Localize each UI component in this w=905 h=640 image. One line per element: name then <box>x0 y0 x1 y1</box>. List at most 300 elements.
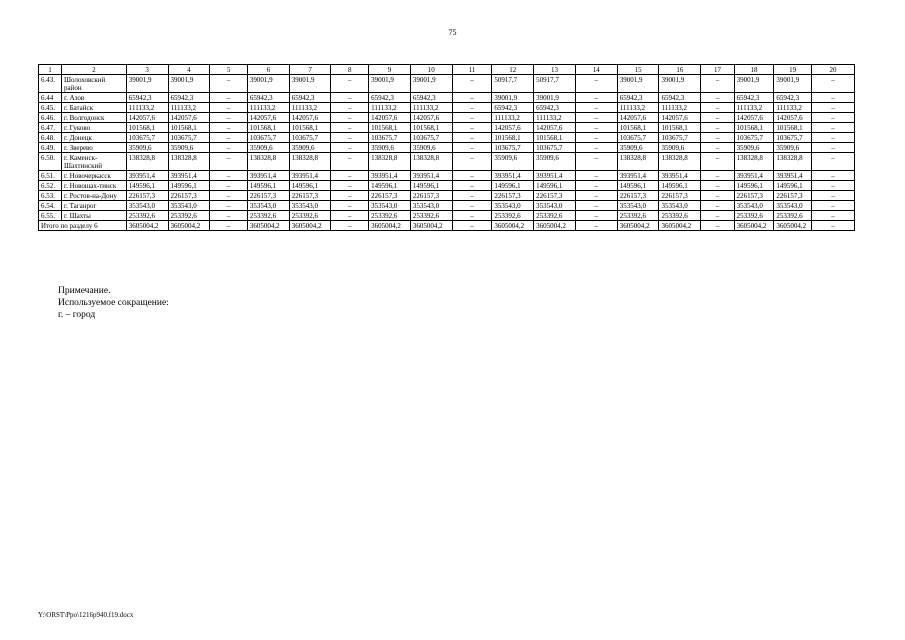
value-cell: 353543,0 <box>659 201 701 211</box>
dash-cell: – <box>331 201 369 211</box>
value-cell: 393951,4 <box>369 171 411 181</box>
value-cell: 103675,7 <box>492 143 534 153</box>
value-cell: 226157,3 <box>774 191 812 201</box>
dash-cell: – <box>811 143 854 153</box>
notes-title: Примечание. <box>58 286 111 296</box>
value-cell: 393951,4 <box>126 171 168 181</box>
value-cell: 142057,6 <box>289 113 331 123</box>
header-cell: 14 <box>575 65 617 75</box>
value-cell: 65942,3 <box>617 93 659 103</box>
dash-cell: – <box>331 113 369 123</box>
value-cell: 138328,8 <box>659 153 701 171</box>
value-cell: 393951,4 <box>617 171 659 181</box>
value-cell: 393951,4 <box>659 171 701 181</box>
page-number: 75 <box>448 28 457 37</box>
city-name-cell: г. Волгодонск <box>61 113 126 123</box>
value-cell: 226157,3 <box>289 191 331 201</box>
value-cell: 253392,6 <box>617 211 659 221</box>
city-name-cell: г. Азов <box>61 93 126 103</box>
value-cell: 111133,2 <box>168 103 210 113</box>
value-cell: 65942,3 <box>534 103 576 113</box>
value-cell: 101568,1 <box>659 123 701 133</box>
header-cell: 2 <box>61 65 126 75</box>
value-cell: 149596,1 <box>534 181 576 191</box>
dash-cell: – <box>210 171 248 181</box>
value-cell: 50917,7 <box>534 75 576 93</box>
value-cell: 253392,6 <box>369 211 411 221</box>
value-cell: 393951,4 <box>534 171 576 181</box>
dash-cell: – <box>811 171 854 181</box>
value-cell: 353543,0 <box>410 201 452 211</box>
value-cell: 39001,9 <box>126 75 168 93</box>
value-cell: 142057,6 <box>369 113 411 123</box>
dash-cell: – <box>210 133 248 143</box>
value-cell: 253392,6 <box>492 211 534 221</box>
dash-cell: – <box>701 191 734 201</box>
value-cell: 101568,1 <box>289 123 331 133</box>
footer-file-path: Y:\ORST\Ppo\1216p940.f19.docx <box>38 611 134 619</box>
value-cell: 101568,1 <box>247 123 289 133</box>
value-cell: 65942,3 <box>492 103 534 113</box>
value-cell: 3605004,2 <box>734 221 774 231</box>
value-cell: 149596,1 <box>410 181 452 191</box>
dash-cell: – <box>575 93 617 103</box>
header-cell: 11 <box>452 65 492 75</box>
dash-cell: – <box>452 133 492 143</box>
value-cell: 142057,6 <box>410 113 452 123</box>
dash-cell: – <box>575 201 617 211</box>
dash-cell: – <box>811 93 854 103</box>
value-cell: 35909,6 <box>168 143 210 153</box>
table-row <box>39 201 855 211</box>
city-name-cell: г. Новошах-тинск <box>61 181 126 191</box>
table-row <box>39 123 855 133</box>
header-cell: 1 <box>39 65 62 75</box>
value-cell: 226157,3 <box>247 191 289 201</box>
value-cell: 39001,9 <box>617 75 659 93</box>
value-cell: 226157,3 <box>734 191 774 201</box>
dash-cell: – <box>452 103 492 113</box>
value-cell: 226157,3 <box>168 191 210 201</box>
value-cell: 149596,1 <box>247 181 289 191</box>
value-cell: 39001,9 <box>410 75 452 93</box>
header-cell: 12 <box>492 65 534 75</box>
city-name-cell: г. Новочеркасск <box>61 171 126 181</box>
table-row <box>39 181 855 191</box>
value-cell: 353543,0 <box>617 201 659 211</box>
dash-cell: – <box>701 211 734 221</box>
dash-cell: – <box>575 75 617 93</box>
city-name-cell: г. Таганрог <box>61 201 126 211</box>
value-cell: 35909,6 <box>369 143 411 153</box>
value-cell: 111133,2 <box>534 113 576 123</box>
value-cell: 3605004,2 <box>534 221 576 231</box>
header-cell: 15 <box>617 65 659 75</box>
value-cell: 65942,3 <box>774 93 812 103</box>
value-cell: 35909,6 <box>534 153 576 171</box>
dash-cell: – <box>210 143 248 153</box>
dash-cell: – <box>575 153 617 171</box>
value-cell: 138328,8 <box>617 153 659 171</box>
notes-block <box>58 285 169 321</box>
value-cell: 149596,1 <box>659 181 701 191</box>
dash-cell: – <box>811 201 854 211</box>
header-cell: 17 <box>701 65 734 75</box>
value-cell: 138328,8 <box>369 153 411 171</box>
value-cell: 149596,1 <box>168 181 210 191</box>
value-cell: 3605004,2 <box>659 221 701 231</box>
value-cell: 39001,9 <box>659 75 701 93</box>
value-cell: 353543,0 <box>534 201 576 211</box>
value-cell: 353543,0 <box>734 201 774 211</box>
value-cell: 111133,2 <box>247 103 289 113</box>
value-cell: 393951,4 <box>289 171 331 181</box>
dash-cell: – <box>210 191 248 201</box>
value-cell: 3605004,2 <box>247 221 289 231</box>
header-cell: 3 <box>126 65 168 75</box>
city-name-cell: Шолоховский район <box>61 75 126 93</box>
table-row <box>39 133 855 143</box>
dash-cell: – <box>452 211 492 221</box>
dash-cell: – <box>575 113 617 123</box>
table-row <box>39 113 855 123</box>
table-row <box>39 93 855 103</box>
dash-cell: – <box>331 75 369 93</box>
dash-cell: – <box>701 153 734 171</box>
row-number-cell: 6.45. <box>39 103 62 113</box>
dash-cell: – <box>331 103 369 113</box>
dash-cell: – <box>331 143 369 153</box>
value-cell: 226157,3 <box>659 191 701 201</box>
dash-cell: – <box>452 75 492 93</box>
city-name-cell: г. Гуково <box>61 123 126 133</box>
table-row <box>39 211 855 221</box>
value-cell: 65942,3 <box>247 93 289 103</box>
value-cell: 111133,2 <box>126 103 168 113</box>
value-cell: 353543,0 <box>289 201 331 211</box>
value-cell: 253392,6 <box>734 211 774 221</box>
data-table <box>38 64 855 231</box>
value-cell: 39001,9 <box>289 75 331 93</box>
value-cell: 393951,4 <box>734 171 774 181</box>
value-cell: 138328,8 <box>126 153 168 171</box>
dash-cell: – <box>701 143 734 153</box>
dash-cell: – <box>575 123 617 133</box>
dash-cell: – <box>452 191 492 201</box>
dash-cell: – <box>331 133 369 143</box>
value-cell: 39001,9 <box>168 75 210 93</box>
table-row <box>39 75 855 93</box>
row-number-cell: 6.43. <box>39 75 62 93</box>
dash-cell: – <box>575 221 617 231</box>
value-cell: 253392,6 <box>774 211 812 221</box>
row-number-cell: 6.46. <box>39 113 62 123</box>
value-cell: 149596,1 <box>617 181 659 191</box>
value-cell: 393951,4 <box>492 171 534 181</box>
value-cell: 226157,3 <box>369 191 411 201</box>
value-cell: 101568,1 <box>369 123 411 133</box>
dash-cell: – <box>210 93 248 103</box>
header-cell: 13 <box>534 65 576 75</box>
value-cell: 103675,7 <box>168 133 210 143</box>
value-cell: 142057,6 <box>126 113 168 123</box>
city-name-cell: г. Шахты <box>61 211 126 221</box>
dash-cell: – <box>210 123 248 133</box>
value-cell: 3605004,2 <box>774 221 812 231</box>
value-cell: 103675,7 <box>617 133 659 143</box>
row-number-cell: 6.47. <box>39 123 62 133</box>
header-cell: 6 <box>247 65 289 75</box>
notes-subtitle: Используемое сокращение: <box>58 298 169 308</box>
value-cell: 103675,7 <box>659 133 701 143</box>
dash-cell: – <box>811 153 854 171</box>
dash-cell: – <box>811 211 854 221</box>
row-number-cell: 6.49. <box>39 143 62 153</box>
header-cell: 4 <box>168 65 210 75</box>
value-cell: 138328,8 <box>410 153 452 171</box>
value-cell: 142057,6 <box>617 113 659 123</box>
table-row <box>39 171 855 181</box>
dash-cell: – <box>701 103 734 113</box>
value-cell: 111133,2 <box>492 113 534 123</box>
value-cell: 149596,1 <box>126 181 168 191</box>
dash-cell: – <box>452 201 492 211</box>
header-cell: 19 <box>774 65 812 75</box>
city-name-cell: г. Донецк <box>61 133 126 143</box>
value-cell: 101568,1 <box>168 123 210 133</box>
dash-cell: – <box>452 93 492 103</box>
dash-cell: – <box>575 103 617 113</box>
row-number-cell: 6.53. <box>39 191 62 201</box>
value-cell: 111133,2 <box>289 103 331 113</box>
header-cell: 18 <box>734 65 774 75</box>
row-number-cell: 6.52. <box>39 181 62 191</box>
value-cell: 226157,3 <box>617 191 659 201</box>
dash-cell: – <box>210 103 248 113</box>
dash-cell: – <box>575 133 617 143</box>
notes-abbreviation: г. – город <box>58 310 96 320</box>
value-cell: 35909,6 <box>410 143 452 153</box>
dash-cell: – <box>210 75 248 93</box>
table-header-row <box>39 65 855 75</box>
table-row <box>39 221 855 231</box>
row-number-cell: 6.50. <box>39 153 62 171</box>
value-cell: 226157,3 <box>492 191 534 201</box>
dash-cell: – <box>210 221 248 231</box>
dash-cell: – <box>811 191 854 201</box>
value-cell: 101568,1 <box>774 123 812 133</box>
dash-cell: – <box>701 221 734 231</box>
city-name-cell: г. Зверево <box>61 143 126 153</box>
value-cell: 3605004,2 <box>126 221 168 231</box>
dash-cell: – <box>452 113 492 123</box>
value-cell: 393951,4 <box>247 171 289 181</box>
dash-cell: – <box>331 221 369 231</box>
value-cell: 138328,8 <box>168 153 210 171</box>
value-cell: 103675,7 <box>410 133 452 143</box>
dash-cell: – <box>331 153 369 171</box>
value-cell: 35909,6 <box>289 143 331 153</box>
value-cell: 353543,0 <box>369 201 411 211</box>
value-cell: 103675,7 <box>289 133 331 143</box>
value-cell: 393951,4 <box>774 171 812 181</box>
dash-cell: – <box>210 211 248 221</box>
table-row <box>39 153 855 171</box>
value-cell: 142057,6 <box>534 123 576 133</box>
value-cell: 353543,0 <box>247 201 289 211</box>
city-name-cell: г. Батайск <box>61 103 126 113</box>
value-cell: 101568,1 <box>534 133 576 143</box>
value-cell: 253392,6 <box>659 211 701 221</box>
value-cell: 149596,1 <box>289 181 331 191</box>
dash-cell: – <box>701 93 734 103</box>
header-cell: 20 <box>811 65 854 75</box>
value-cell: 111133,2 <box>734 103 774 113</box>
value-cell: 142057,6 <box>734 113 774 123</box>
value-cell: 65942,3 <box>734 93 774 103</box>
value-cell: 149596,1 <box>774 181 812 191</box>
value-cell: 35909,6 <box>126 143 168 153</box>
value-cell: 35909,6 <box>617 143 659 153</box>
value-cell: 253392,6 <box>168 211 210 221</box>
header-cell: 16 <box>659 65 701 75</box>
dash-cell: – <box>811 75 854 93</box>
header-cell: 8 <box>331 65 369 75</box>
dash-cell: – <box>701 123 734 133</box>
value-cell: 3605004,2 <box>369 221 411 231</box>
value-cell: 65942,3 <box>168 93 210 103</box>
dash-cell: – <box>210 153 248 171</box>
value-cell: 39001,9 <box>734 75 774 93</box>
value-cell: 65942,3 <box>369 93 411 103</box>
dash-cell: – <box>331 191 369 201</box>
value-cell: 39001,9 <box>369 75 411 93</box>
dash-cell: – <box>811 181 854 191</box>
value-cell: 103675,7 <box>534 143 576 153</box>
value-cell: 35909,6 <box>734 143 774 153</box>
dash-cell: – <box>575 191 617 201</box>
city-name-cell: г. Ростов-на-Дону <box>61 191 126 201</box>
dash-cell: – <box>331 93 369 103</box>
row-number-cell: 6.55. <box>39 211 62 221</box>
city-name-cell: г. Каменск-Шахтинский <box>61 153 126 171</box>
value-cell: 3605004,2 <box>492 221 534 231</box>
dash-cell: – <box>701 133 734 143</box>
value-cell: 101568,1 <box>617 123 659 133</box>
value-cell: 3605004,2 <box>289 221 331 231</box>
dash-cell: – <box>701 201 734 211</box>
total-label-cell: Итого по разделу 6 <box>39 221 127 231</box>
value-cell: 111133,2 <box>410 103 452 113</box>
header-cell: 10 <box>410 65 452 75</box>
value-cell: 111133,2 <box>659 103 701 113</box>
value-cell: 149596,1 <box>734 181 774 191</box>
value-cell: 50917,7 <box>492 75 534 93</box>
value-cell: 142057,6 <box>492 123 534 133</box>
dash-cell: – <box>575 181 617 191</box>
dash-cell: – <box>331 171 369 181</box>
value-cell: 253392,6 <box>534 211 576 221</box>
dash-cell: – <box>575 171 617 181</box>
value-cell: 3605004,2 <box>168 221 210 231</box>
row-number-cell: 6.51. <box>39 171 62 181</box>
value-cell: 65942,3 <box>410 93 452 103</box>
dash-cell: – <box>701 171 734 181</box>
value-cell: 35909,6 <box>659 143 701 153</box>
value-cell: 253392,6 <box>126 211 168 221</box>
value-cell: 353543,0 <box>774 201 812 211</box>
value-cell: 101568,1 <box>410 123 452 133</box>
value-cell: 353543,0 <box>492 201 534 211</box>
dash-cell: – <box>452 153 492 171</box>
value-cell: 138328,8 <box>289 153 331 171</box>
header-cell: 5 <box>210 65 248 75</box>
table-row <box>39 191 855 201</box>
row-number-cell: 6.54. <box>39 201 62 211</box>
dash-cell: – <box>331 123 369 133</box>
value-cell: 253392,6 <box>247 211 289 221</box>
value-cell: 101568,1 <box>492 133 534 143</box>
value-cell: 393951,4 <box>168 171 210 181</box>
dash-cell: – <box>452 123 492 133</box>
header-cell: 7 <box>289 65 331 75</box>
value-cell: 65942,3 <box>126 93 168 103</box>
value-cell: 103675,7 <box>247 133 289 143</box>
value-cell: 3605004,2 <box>617 221 659 231</box>
dash-cell: – <box>331 181 369 191</box>
dash-cell: – <box>210 181 248 191</box>
value-cell: 35909,6 <box>247 143 289 153</box>
value-cell: 253392,6 <box>289 211 331 221</box>
dash-cell: – <box>452 171 492 181</box>
dash-cell: – <box>811 221 854 231</box>
dash-cell: – <box>811 133 854 143</box>
value-cell: 111133,2 <box>617 103 659 113</box>
value-cell: 138328,8 <box>247 153 289 171</box>
value-cell: 39001,9 <box>774 75 812 93</box>
value-cell: 39001,9 <box>492 93 534 103</box>
value-cell: 149596,1 <box>369 181 411 191</box>
header-cell: 9 <box>369 65 411 75</box>
value-cell: 65942,3 <box>289 93 331 103</box>
dash-cell: – <box>452 181 492 191</box>
value-cell: 138328,8 <box>734 153 774 171</box>
value-cell: 353543,0 <box>126 201 168 211</box>
value-cell: 103675,7 <box>734 133 774 143</box>
value-cell: 3605004,2 <box>410 221 452 231</box>
dash-cell: – <box>811 113 854 123</box>
value-cell: 353543,0 <box>168 201 210 211</box>
dash-cell: – <box>701 181 734 191</box>
dash-cell: – <box>210 113 248 123</box>
value-cell: 103675,7 <box>774 133 812 143</box>
table-row <box>39 103 855 113</box>
row-number-cell: 6.48. <box>39 133 62 143</box>
value-cell: 142057,6 <box>168 113 210 123</box>
value-cell: 39001,9 <box>247 75 289 93</box>
dash-cell: – <box>331 211 369 221</box>
value-cell: 149596,1 <box>492 181 534 191</box>
value-cell: 103675,7 <box>126 133 168 143</box>
value-cell: 253392,6 <box>410 211 452 221</box>
dash-cell: – <box>575 143 617 153</box>
dash-cell: – <box>210 201 248 211</box>
dash-cell: – <box>701 113 734 123</box>
dash-cell: – <box>452 143 492 153</box>
value-cell: 101568,1 <box>126 123 168 133</box>
dash-cell: – <box>575 211 617 221</box>
value-cell: 101568,1 <box>734 123 774 133</box>
